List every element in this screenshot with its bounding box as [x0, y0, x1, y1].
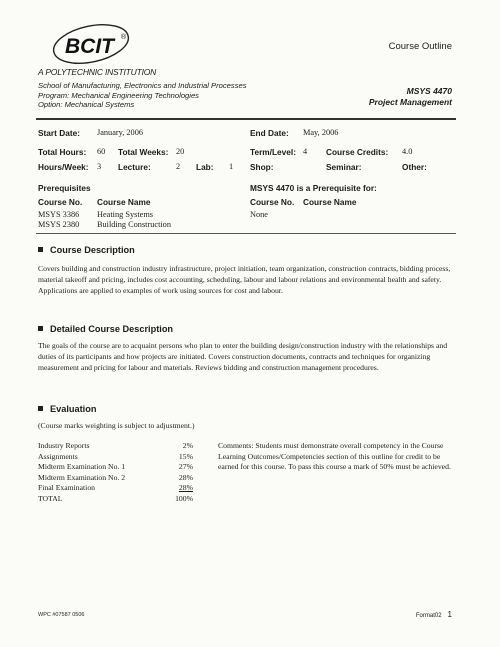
prereq-for-col-course-no: Course No.: [250, 197, 295, 207]
prereq-col-course-name: Course Name: [97, 197, 151, 207]
header-divider: [36, 118, 456, 120]
evaluation-row: [38, 473, 193, 484]
course-credits-value: 4.0: [402, 147, 413, 156]
evaluation-item-pct: 28%: [178, 483, 193, 492]
footer-doc-code: WPC #07587 0506: [38, 612, 85, 618]
evaluation-total-label: TOTAL: [38, 493, 63, 503]
school-name: School of Manufacturing, Electronics and Industrial Processes: [38, 81, 247, 90]
evaluation-table: [38, 441, 193, 504]
bullet-square-icon: [38, 326, 43, 331]
bcit-logo: [50, 22, 132, 68]
total-weeks-label: Total Weeks:: [118, 147, 169, 157]
total-hours-label: Total Hours:: [38, 147, 87, 157]
term-level-label: Term/Level:: [250, 147, 296, 157]
evaluation-item-name: Industry Reports: [38, 441, 90, 450]
info-divider: [36, 233, 456, 234]
end-date-label: End Date:: [250, 128, 289, 138]
evaluation-item-name: Final Examination: [38, 483, 96, 492]
bullet-square-icon: [38, 406, 43, 411]
seminar-label: Seminar:: [326, 162, 362, 172]
lecture-label: Lecture:: [118, 162, 151, 172]
bcit-logo-graphic: [50, 22, 132, 68]
footer-format: [416, 610, 452, 619]
course-heading: [369, 86, 452, 108]
evaluation-comments: Comments: Students must demonstrate overall competency in the Course Learning Outcomes/Competencies section of this outline for credit to be earned for this course. To pass this course a mark of 50% must be achieved.: [218, 441, 451, 471]
evaluation-row: [38, 452, 193, 463]
evaluation-item-name: Assignments: [38, 451, 78, 461]
lab-value: 1: [229, 162, 234, 171]
evaluation-row: [38, 462, 193, 473]
document-type: Course Outline: [388, 41, 452, 52]
course-title: Project Management: [368, 97, 452, 107]
program-name: Program: Mechanical Engineering Technologies: [38, 90, 199, 100]
detailed-description-title: Detailed Course Description: [50, 324, 174, 334]
hours-week-label: Hours/Week:: [38, 162, 89, 172]
evaluation-item-name: Midterm Examination No. 1: [38, 462, 126, 471]
course-description-heading: [38, 245, 135, 255]
evaluation-row: [38, 441, 193, 452]
start-date-value: January, 2006: [97, 128, 144, 137]
logo-registered-mark: ®: [121, 34, 127, 41]
evaluation-item-name: Midterm Examination No. 2: [38, 472, 126, 482]
end-date-value: May, 2006: [303, 128, 339, 137]
evaluation-title: Evaluation: [50, 404, 97, 414]
prereq-for-title: MSYS 4470 is a Prerequisite for:: [250, 183, 377, 193]
detailed-description-text: The goals of the course are to acquaint persons who plan to enter the building design/construction industry with the relationships and duties of its participants and how projects are initiated. Covers construction documents, contracts and techniques for organizing measurement and pricing for labour and materials. Reviews bidding and construction management procedures.: [38, 341, 448, 372]
evaluation-item-pct: 28%: [178, 472, 193, 482]
lab-label: Lab:: [196, 162, 214, 172]
other-label: Other:: [402, 162, 427, 172]
shop-label: Shop:: [250, 162, 274, 172]
prereq-row-2-no: MSYS 2380: [38, 220, 80, 229]
detailed-description-heading: [38, 324, 173, 334]
evaluation-item-pct: 2%: [182, 441, 193, 450]
evaluation-row: [38, 483, 193, 494]
bullet-square-icon: [38, 247, 43, 252]
hours-week-value: 3: [97, 162, 102, 171]
prerequisites-title: Prerequisites: [38, 183, 91, 193]
footer-format-label: Format02: [415, 613, 442, 619]
prereq-col-course-no: Course No.: [38, 197, 83, 207]
program-info: [38, 81, 247, 110]
start-date-label: Start Date:: [38, 128, 80, 138]
total-weeks-value: 20: [176, 147, 185, 156]
total-hours-value: 60: [97, 147, 106, 156]
option-name: Option: Mechanical Systems: [38, 100, 135, 109]
prereq-row-1-name: Heating Systems: [97, 210, 153, 219]
evaluation-heading: [38, 404, 96, 414]
institution-tagline: A POLYTECHNIC INSTITUTION: [38, 67, 157, 77]
course-code: MSYS 4470: [406, 86, 452, 96]
term-level-value: 4: [303, 147, 308, 156]
evaluation-note: (Course marks weighting is subject to adjustment.): [38, 421, 195, 430]
course-credits-label: Course Credits:: [326, 147, 389, 157]
lecture-value: 2: [176, 162, 181, 171]
evaluation-item-pct: 27%: [178, 462, 193, 471]
evaluation-item-pct: 15%: [178, 451, 193, 461]
prereq-row-1-no: MSYS 3386: [38, 210, 80, 219]
prereq-for-col-course-name: Course Name: [303, 197, 357, 207]
page-number: 1: [447, 610, 452, 619]
prereq-row-2-name: Building Construction: [97, 220, 171, 229]
course-description-text: Covers building and construction industry infrastructure, project initiation, team organization, construction contracts, bidding process, material takeoff and pricing, includes cost accounting, scheduling, labour and labour relations and environmental health and safety. Applications are applied to examples of work using sources for cost and labour.: [38, 264, 451, 295]
evaluation-total-value: 100%: [175, 493, 193, 503]
evaluation-total-row: [38, 494, 193, 505]
course-description-title: Course Description: [50, 245, 135, 255]
prereq-for-none: None: [250, 210, 268, 219]
logo-text: BCIT: [65, 35, 114, 58]
